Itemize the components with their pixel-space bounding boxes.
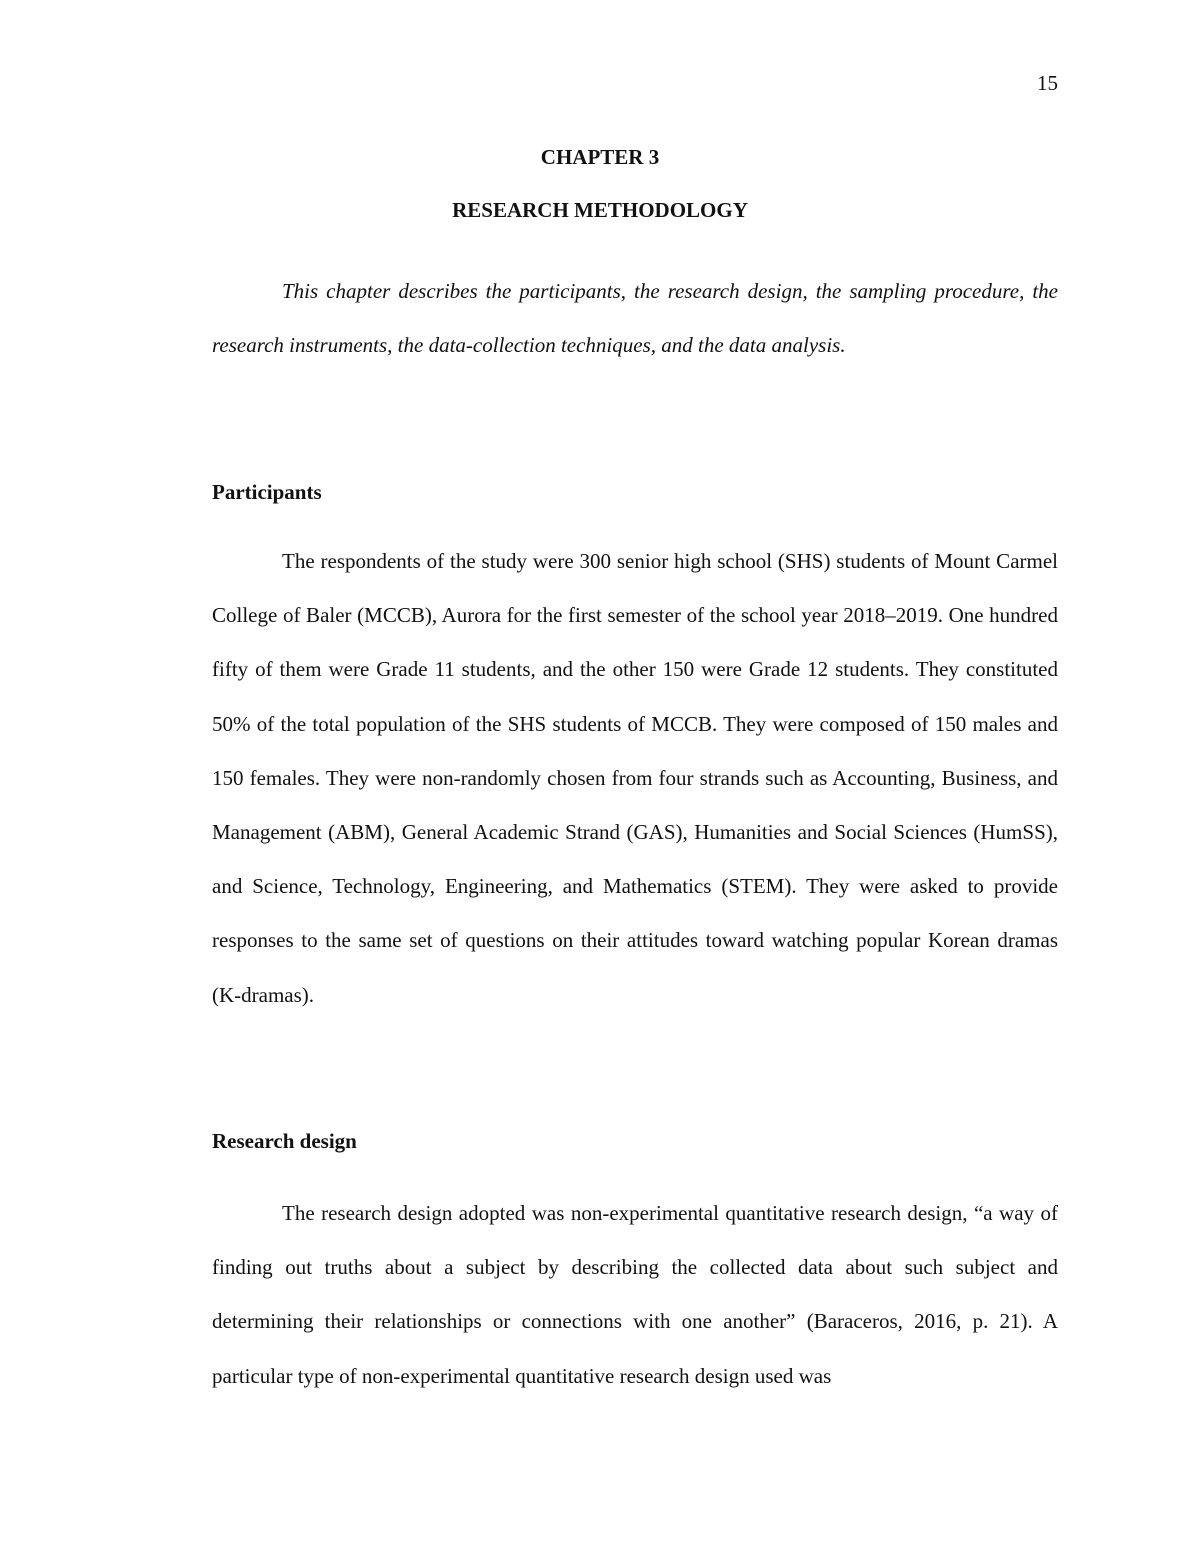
research-design-paragraph: The research design adopted was non-experimental quantitative research design, “a way of finding out truths about a subject by describing the collected data about such subject and determining their relationships or connections with one another” (Baraceros, 2016, p. 21). A particular type of non-experimental quantitative research design used was (212, 1201, 1058, 1388)
participants-paragraph: The respondents of the study were 300 senior high school (SHS) students of Mount Carmel College of Baler (MCCB), Aurora for the first semester of the school year 2018–2019. One hundred fifty of them were Grade 11 students, and the other 150 were Grade 12 students. They constituted 50% of the total population of the SHS students of MCCB. They were composed of 150 males and 150 females. They were non-randomly chosen from four strands such as Accounting, Business, and Management (ABM), General Academic Strand (GAS), Humanities and Social Sciences (HumSS), and Science, Technology, Engineering, and Mathematics (STEM). They were asked to provide responses to the same set of questions on their attitudes toward watching popular Korean dramas (K-dramas). (212, 549, 1058, 1007)
section-heading-participants: Participants (212, 480, 322, 504)
intro-paragraph: This chapter describes the participants, the research design, the sampling procedure, the research instruments, the data-collection techniques, and the data analysis. (212, 279, 1058, 358)
chapter-subtitle: RESEARCH METHODOLOGY (452, 198, 748, 222)
chapter-title: CHAPTER 3 (540, 145, 660, 169)
section-heading-research-design: Research design (212, 1129, 357, 1153)
page-number: 15 (1037, 71, 1058, 95)
